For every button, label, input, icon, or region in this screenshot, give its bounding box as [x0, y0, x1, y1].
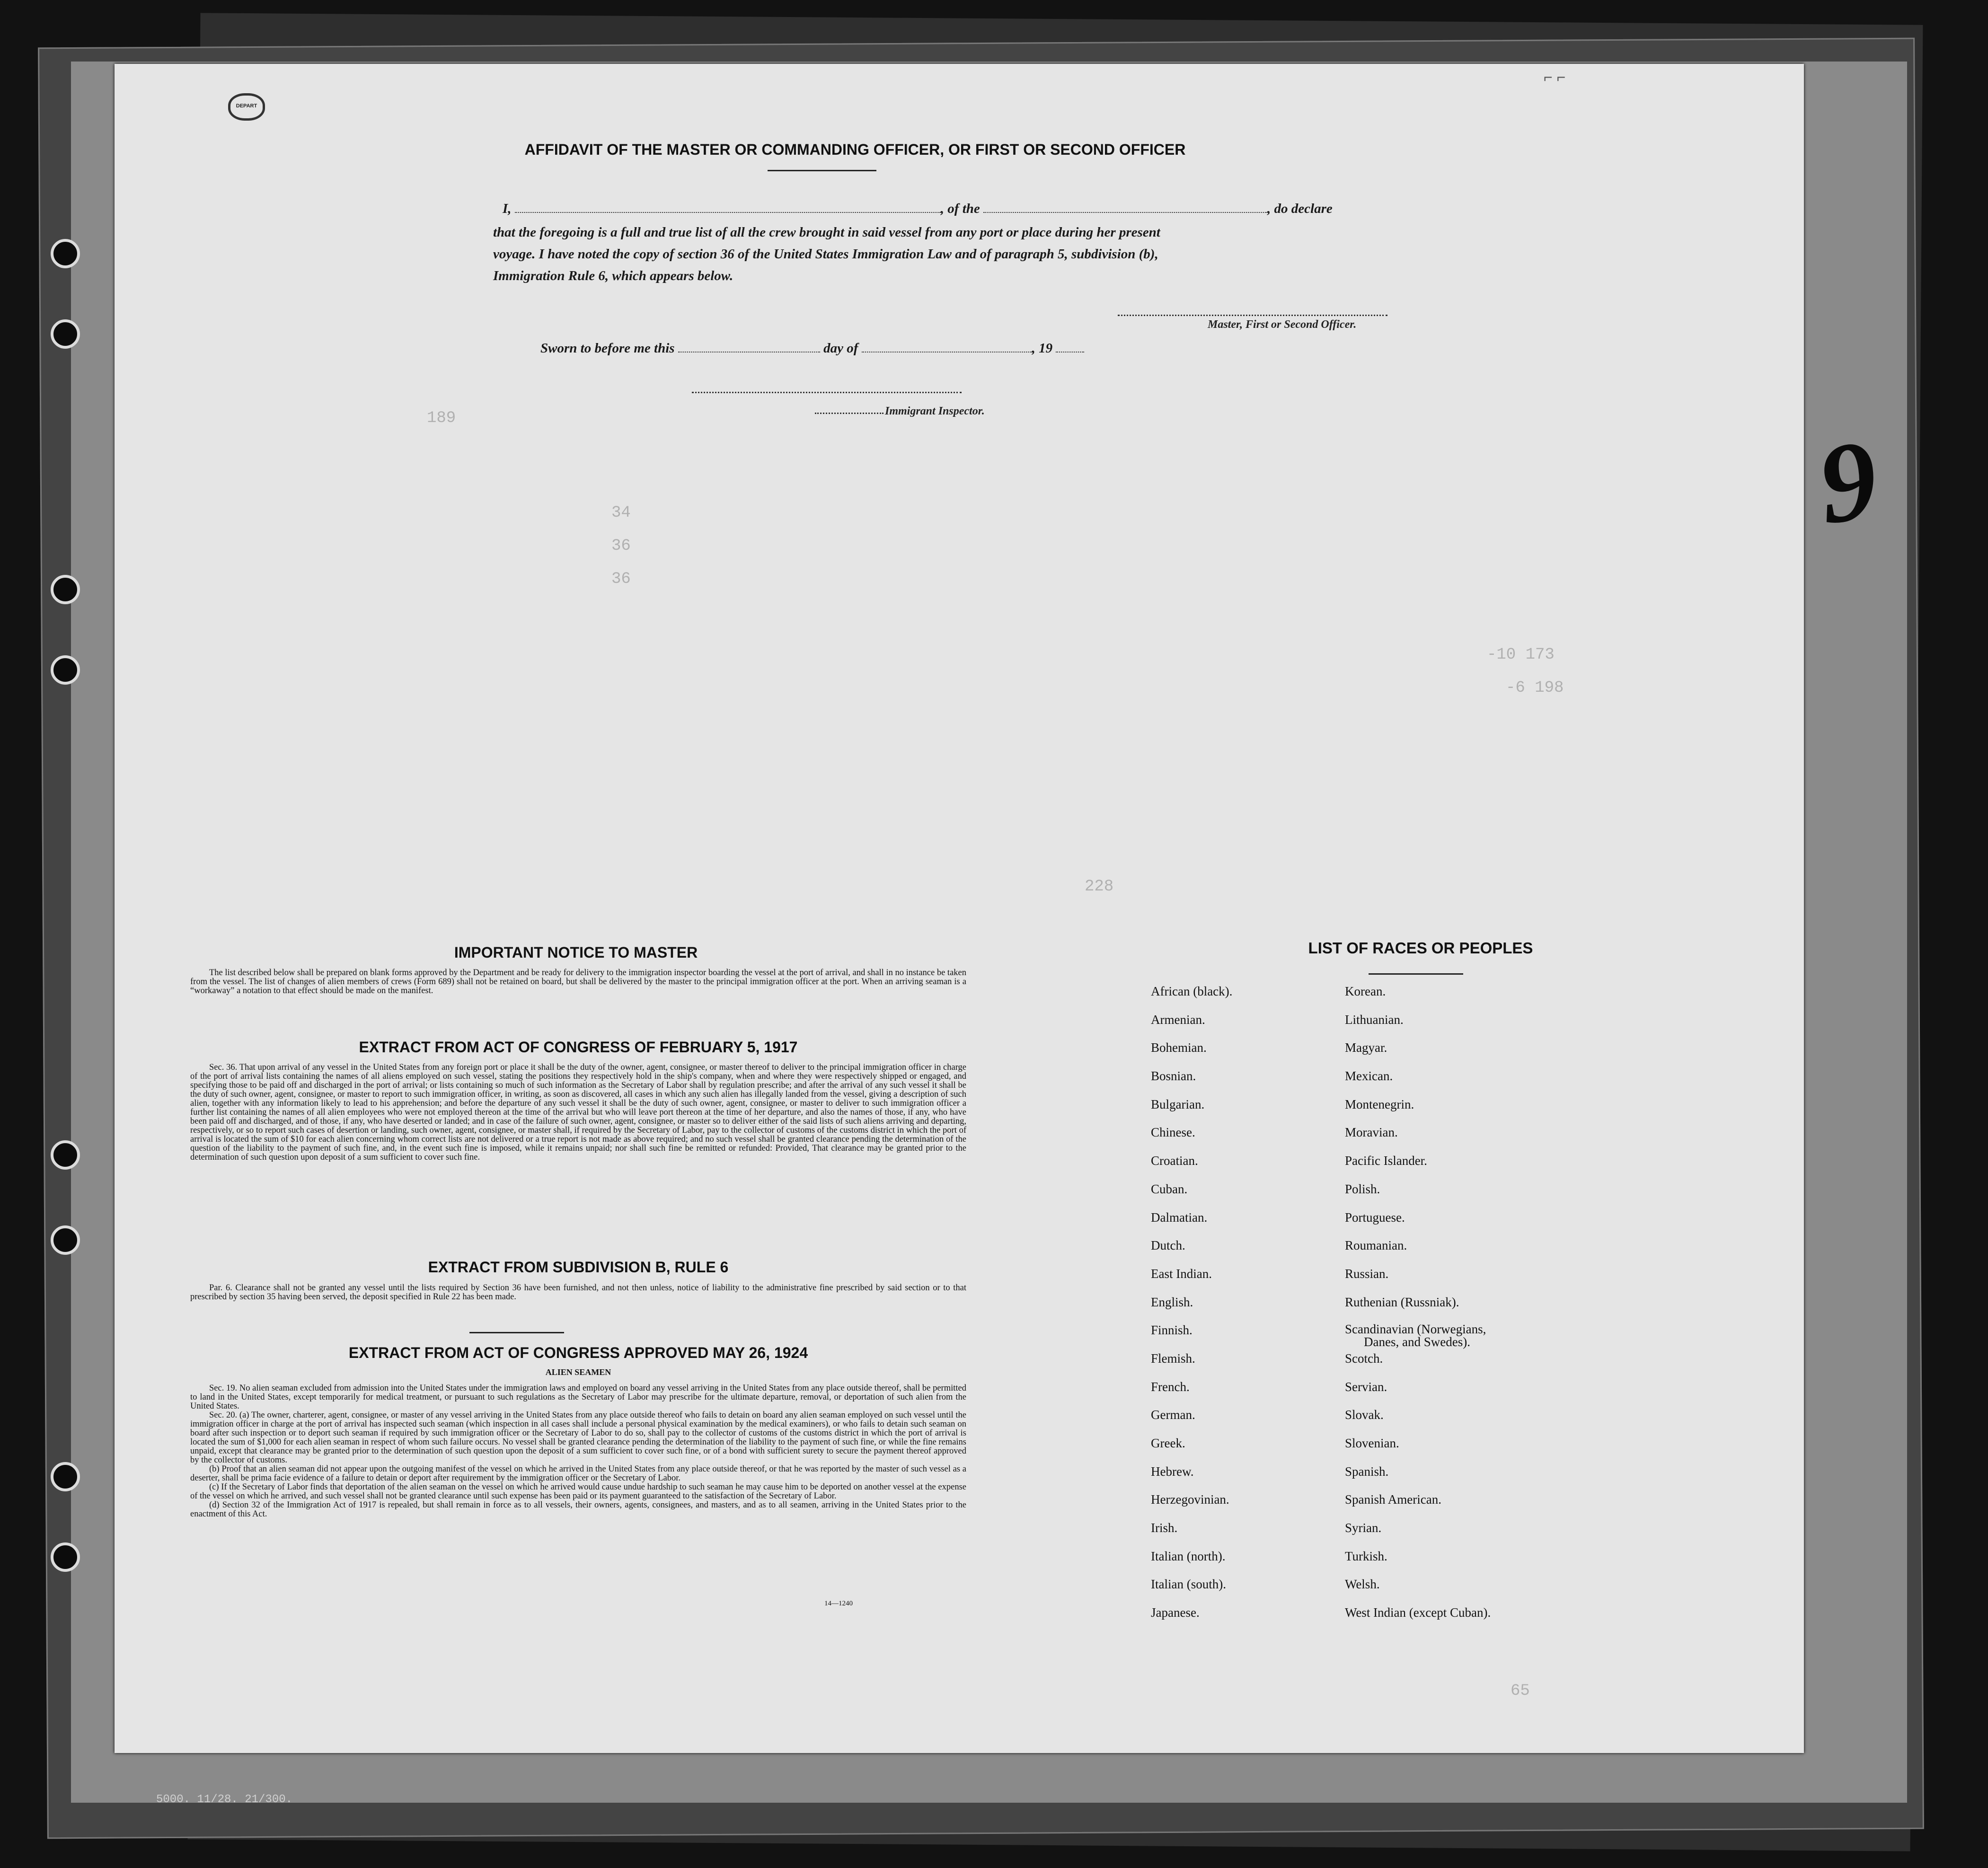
race-item: Scotch. [1345, 1351, 1383, 1366]
race-item: Syrian. [1345, 1521, 1382, 1535]
race-item: Welsh. [1345, 1577, 1380, 1592]
race-item: French. [1151, 1379, 1190, 1394]
race-item: Lithuanian. [1345, 1012, 1404, 1027]
bleed-through: 36 [611, 537, 631, 555]
inspector-caption: Immigrant Inspector. [885, 405, 985, 417]
race-item: Slovak. [1345, 1408, 1384, 1422]
binder-hole [51, 655, 80, 685]
extract-1924-text: Sec. 19. No alien seaman excluded from admission into the United States under the immigration laws and employed on board any vessel arriving in the United States from any place outside thereof, shall be permitted to land in the United States, except temporarily for medical treatment, or pursuant to such regulations as the Secretary of Labor may prescribe for the ultimate departure, removal, or deportation of such alien from the United States. Sec. 20. (a) The owner, charterer, agent, consignee, or master of any vessel arriving in the United States from any place outside thereof who fails to detain on board any alien seaman employed on such vessel until the immigration officer in charge at the port of arrival has inspected such seaman (which inspection in all cases shall include a personal physical examination by the medical examiners), or who fails to detain such seaman on board after such inspection or to deport such seaman if required by such immigration officer or the Secretary of Labor to do so, shall pay to the collector of customs of the customs district in which the port of arrival is located the sum of $1,000 for each alien seaman in respect of whom such failure occurs. No vessel shall be granted clearance pending the determination of the liability to the payment of such fine, or while the fine remains unpaid, except that clearance may be granted prior to the determination of such question upon the deposit of a sum sufficient to cover such fine, or of a bond with sufficient surety to secure the payment thereof approved by the collector of customs. (b) Proof that an alien seaman did not appear upon the outgoing manifest of the vessel on which he arrived in the United States from any place outside thereof, or that he was reported by the master of such vessel as a deserter, shall be prima facie evidence of a failure to detain or deport after requirement by the immigration officer or the Secretary of Labor. (c) If the Secretary of Labor finds that deportation of the alien seaman on the vessel on which he arrived would cause undue hardship to such seaman he may cause him to be deported on another vessel at the expense of the vessel on which he arrived, and such vessel shall not be granted clearance until such expense has been paid or its payment guaranteed to the satisfaction of the Secretary of Labor. (d) Section 32 of the Immigration Act of 1917 is repealed, but shall remain in force as to all vessels, their owners, agents, consignees, and masters, and as to all seamen, arriving in the United States prior to the enactment of this Act. [190, 1383, 966, 1519]
race-item: Bulgarian. [1151, 1097, 1205, 1111]
race-item: German. [1151, 1408, 1195, 1422]
affidavit-declaration-line2: that the foregoing is a full and true list of all the crew brought in said vessel from any port or place during her present [493, 225, 1160, 240]
race-item: Armenian. [1151, 1012, 1205, 1027]
race-item: Magyar. [1345, 1040, 1387, 1055]
race-item: Chinese. [1151, 1125, 1195, 1140]
binder-hole [51, 1140, 80, 1170]
race-item [1345, 1323, 1629, 1351]
department-stamp: DEPART [228, 93, 265, 121]
divider [1369, 973, 1463, 975]
race-item: Roumanian. [1345, 1238, 1407, 1253]
race-item: Slovenian. [1345, 1436, 1399, 1450]
race-item: Ruthenian (Russniak). [1345, 1295, 1459, 1309]
race-item: West Indian (except Cuban). [1345, 1605, 1491, 1620]
race-item: Flemish. [1151, 1351, 1195, 1366]
race-item: English. [1151, 1295, 1193, 1309]
i-label: I, [503, 201, 512, 216]
extract-1924-title: EXTRACT FROM ACT OF CONGRESS APPROVED MAY 26, 1924 [348, 1344, 808, 1361]
handwritten-number: 9 [1811, 415, 1885, 548]
race-item: Cuban. [1151, 1181, 1188, 1196]
race-item: Servian. [1345, 1379, 1387, 1394]
bleed-through: 189 [427, 409, 456, 427]
bleed-through: -10 173 [1487, 646, 1555, 664]
race-item: Italian (north). [1151, 1549, 1226, 1563]
race-item: Irish. [1151, 1521, 1178, 1535]
master-signature-caption: Master, First or Second Officer. [1208, 318, 1357, 331]
affidavit-declaration-line1 [503, 201, 1544, 217]
form-page [115, 64, 1804, 1753]
of-the-label: , of the [940, 201, 980, 216]
race-item: Montenegrin. [1345, 1097, 1414, 1111]
bleed-through: 36 [611, 570, 631, 588]
race-item: Hebrew. [1151, 1464, 1194, 1479]
affidavit-declaration-line3: voyage. I have noted the copy of section 36 of the United States Immigration Law and of paragraph 5, subdivision (b), [493, 247, 1158, 262]
do-declare-label: , do declare [1267, 201, 1333, 216]
day-of-label: day of [823, 341, 858, 356]
race-item: Herzegovinian. [1151, 1492, 1229, 1507]
form-number: 14—1240 [824, 1600, 853, 1607]
race-item: Korean. [1345, 984, 1386, 998]
inspector-signature-field[interactable] [815, 413, 884, 414]
race-item: Portuguese. [1345, 1210, 1405, 1225]
binder-hole [51, 1225, 80, 1255]
divider [768, 170, 876, 171]
race-item: Polish. [1345, 1181, 1380, 1196]
affidavit-title: AFFIDAVIT OF THE MASTER OR COMMANDING OFFICER, OR FIRST OR SECOND OFFICER [524, 141, 1186, 158]
bleed-through: 228 [1085, 878, 1114, 896]
race-item-line: Scandinavian (Norwegians, [1345, 1322, 1486, 1337]
race-item: Bosnian. [1151, 1069, 1196, 1084]
race-item: Pacific Islander. [1345, 1154, 1427, 1168]
alien-seamen-subtitle: ALIEN SEAMEN [545, 1367, 611, 1377]
divider [469, 1332, 564, 1333]
race-item: Croatian. [1151, 1154, 1198, 1168]
races-title: LIST OF RACES OR PEOPLES [1308, 939, 1533, 957]
races-right-column [1345, 984, 1629, 1634]
race-item: Spanish. [1345, 1464, 1389, 1479]
race-item: Moravian. [1345, 1125, 1398, 1140]
bleed-through: 34 [611, 504, 631, 522]
bleed-through: 65 [1511, 1682, 1530, 1700]
race-item: Greek. [1151, 1436, 1185, 1450]
corner-mark: ⌐ ⌐ [1544, 69, 1566, 86]
race-item: Finnish. [1151, 1323, 1193, 1338]
race-item: Spanish American. [1345, 1492, 1441, 1507]
master-signature-field[interactable] [1118, 315, 1387, 316]
binder-hole [51, 1542, 80, 1572]
extract-1917-text: Sec. 36. That upon arrival of any vessel in the United States from any foreign port or place it shall be the duty of the owner, agent, consignee, or master thereof to deliver to the principal immigration officer in charge of the port of arrival lists containing the names of all aliens employed on such vessel, stating the positions they respectively hold in the ship's company, when and where they were respectively shipped or engaged, and specifying those to be paid off and discharged in the port of arrival; or lists containing so much of such information as the Secretary of Labor shall by regulation prescribe; and after the arrival of any such vessel it shall be the duty of such owner, agent, consignee, or master to report to such immigration officer, in writing, as soon as discovered, all cases in which any such alien has illegally landed from the vessel, giving a description of such alien, together with any information likely to lead to his apprehension; and before the departure of any such vessel it shall be the duty of such owner, agent, consignee, or master to deliver to such immigration officer a further list containing the names of all alien employees who were not employed thereon at the time of the arrival but who will leave port thereon at the time of her departure, and also the names of those, if any, who have been paid off and discharged, and of those, if any, who have deserted or landed; and in case of the failure of such owner, agent, consignee, or master so to deliver either of the said lists of such aliens arriving and departing, respectively, or so to report such cases of desertion or landing, such owner, agent, consignee, or master shall, if required by the Secretary of Labor, pay to the collector of customs of the customs district in which the port of arrival is located the sum of $10 for each alien concerning whom correct lists are not delivered or a true report is not made as above required; and no such vessel shall be granted clearance pending the determination of the question of the liability to the payment of such fine, and, in the event such fine is imposed, while it remains unpaid; nor shall such fine be remitted or refunded: Provided, That clearance may be granted prior to the determination of such question upon deposit of a sum sufficient to cover such fine. [190, 1063, 966, 1162]
sworn-label: Sworn to before me this [540, 341, 675, 356]
race-item: Mexican. [1345, 1069, 1393, 1084]
race-item: Turkish. [1345, 1549, 1387, 1563]
sworn-line [540, 341, 1250, 356]
race-item: Bohemian. [1151, 1040, 1207, 1055]
binder-hole [51, 1462, 80, 1491]
binder-hole [51, 239, 80, 268]
notice-title: IMPORTANT NOTICE TO MASTER [454, 944, 698, 961]
binder-hole [51, 575, 80, 604]
race-item: Dutch. [1151, 1238, 1185, 1253]
extract-1917-title: EXTRACT FROM ACT OF CONGRESS OF FEBRUARY 5, 1917 [359, 1039, 798, 1056]
race-item: African (black). [1151, 984, 1233, 998]
race-item: East Indian. [1151, 1266, 1212, 1281]
affidavit-declaration-line4: Immigration Rule 6, which appears below. [493, 268, 733, 283]
year-prefix: , 19 [1032, 341, 1053, 356]
race-item: Japanese. [1151, 1605, 1200, 1620]
notice-text: The list described below shall be prepared on blank forms approved by the Department and be ready for delivery to the immigration inspector boarding the vessel at the port of arrival, and shall in no instance be taken from the vessel. The list of changes of alien members of crews (Form 689) shall not be retained on board, but shall be delivered by the master to the principal immigration officer at the port. When an arriving seaman is a “workaway” a notation to that effect should be made on the manifest. [190, 968, 966, 996]
bleed-through: -6 198 [1506, 679, 1564, 697]
vessel-name-field[interactable] [983, 212, 1267, 213]
race-item: Dalmatian. [1151, 1210, 1208, 1225]
extract-rule6-text: Par. 6. Clearance shall not be granted any vessel until the lists required by Section 36 have been furnished, and not then unless, notice of liability to the administrative fine prescribed by said section or to that prescribed by section 35 having been served, the deposit specified in Rule 22 has been made. [190, 1283, 966, 1302]
officer-name-field[interactable] [515, 212, 941, 213]
extract-rule6-title: EXTRACT FROM SUBDIVISION B, RULE 6 [428, 1259, 729, 1276]
race-item-line: Danes, and Swedes). [1364, 1335, 1470, 1349]
binder-hole [51, 319, 80, 349]
race-item: Italian (south). [1151, 1577, 1226, 1592]
race-item: Russian. [1345, 1266, 1389, 1281]
footer-code: 5000. 11/28. 21/300. [156, 1793, 293, 1806]
races-left-column [1151, 984, 1340, 1634]
inspector-signature-field[interactable] [692, 392, 962, 393]
